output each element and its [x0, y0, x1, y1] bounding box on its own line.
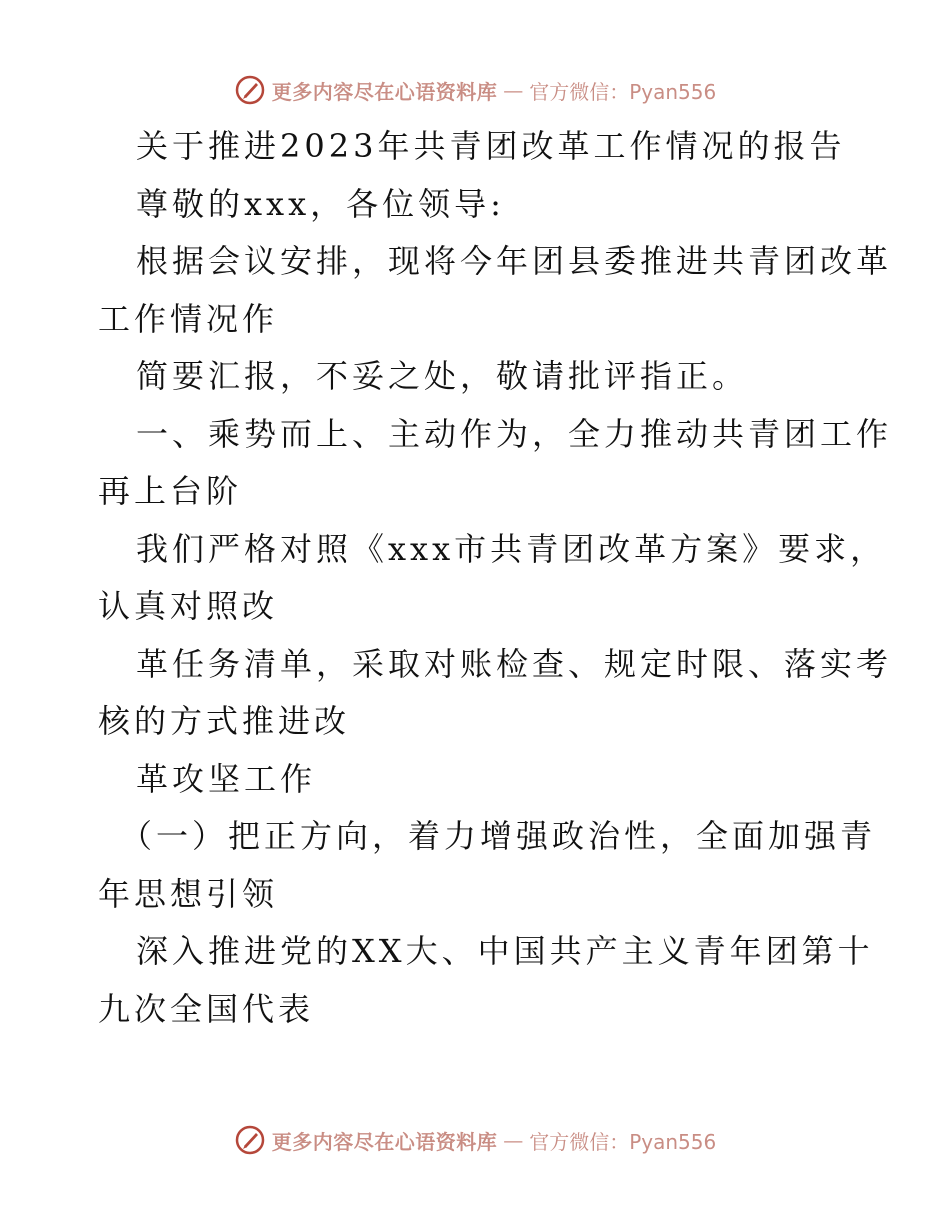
- section-heading: 一、乘势而上、主动作为，全力推动共青团工作: [136, 414, 893, 453]
- doc-line: 深入推进党的XX大、中国共产主义青年团第十: [136, 932, 874, 970]
- doc-title: 关于推进2023年共青团改革工作情况的报告: [136, 127, 846, 165]
- watermark-contact-text: 官方微信：Pyan556: [529, 79, 717, 104]
- section-heading-cont: 再上台阶: [98, 472, 243, 510]
- document-body: [98, 118, 893, 1038]
- watermark-site-text: 更多内容尽在心语资料库: [271, 1129, 498, 1154]
- doc-line: 革任务清单，采取对账检查、规定时限、落实考: [136, 644, 893, 683]
- doc-line: 根据会议安排，现将今年团县委推进共青团改革: [136, 242, 893, 280]
- subsection-heading-cont: 年思想引领: [98, 874, 279, 913]
- watermark-separator: —: [503, 78, 524, 102]
- quill-logo-icon: [234, 74, 266, 106]
- watermark-separator: —: [503, 1128, 524, 1152]
- watermark-site-text: 更多内容尽在心语资料库: [271, 79, 498, 104]
- subsection-heading: （一）把正方向，着力增强政治性，全面加强青: [120, 817, 877, 855]
- doc-salutation: 尊敬的xxx，各位领导:: [136, 184, 505, 223]
- doc-line: 工作情况作: [98, 299, 279, 338]
- doc-line: 九次全国代表: [98, 989, 315, 1028]
- doc-line: 简要汇报，不妥之处，敬请批评指正。: [136, 357, 749, 395]
- watermark-contact-text: 官方微信：Pyan556: [529, 1129, 717, 1154]
- header-watermark: [0, 70, 950, 110]
- footer-watermark: [0, 1120, 950, 1160]
- quill-logo-icon: [234, 1124, 266, 1156]
- doc-line: 核的方式推进改: [98, 702, 351, 740]
- doc-line: 我们严格对照《xxx市共青团改革方案》要求，: [136, 529, 887, 568]
- doc-line: 认真对照改: [98, 587, 279, 625]
- doc-line: 革攻坚工作: [136, 759, 317, 798]
